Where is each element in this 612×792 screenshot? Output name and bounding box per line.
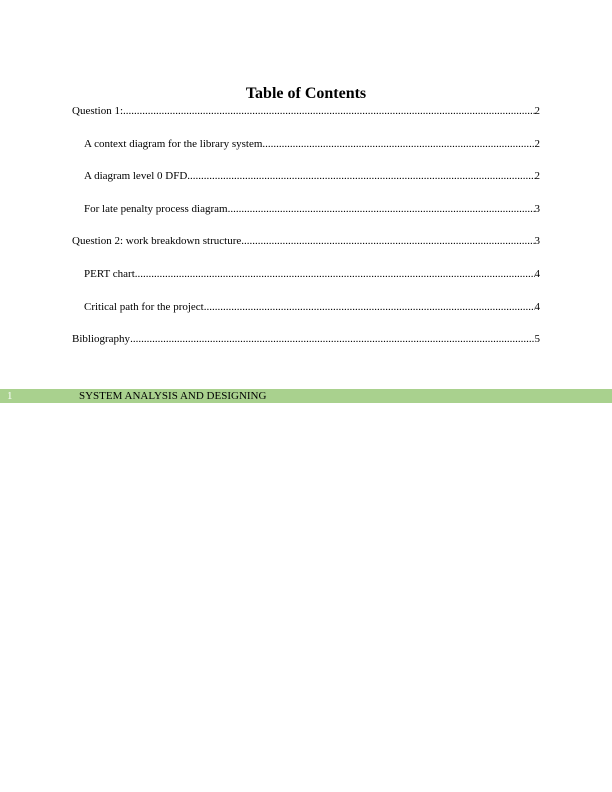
toc-leader-dots <box>228 202 535 216</box>
toc-entry-level-0-dfd[interactable] <box>72 169 540 202</box>
toc-leader-dots <box>123 104 534 118</box>
toc-entry-pert-chart[interactable] <box>72 267 540 300</box>
toc-entry-label: Bibliography <box>72 333 131 346</box>
toc-title: Table of Contents <box>245 85 367 102</box>
toc-entry-label: A context diagram for the library system <box>84 137 263 150</box>
toc-entry-question-1[interactable] <box>72 104 540 137</box>
toc-entry-page: 2 <box>534 170 540 183</box>
toc-entry-label: Question 2: work breakdown structure <box>72 235 242 248</box>
toc-entry-page: 3 <box>534 202 540 215</box>
toc-leader-dots <box>187 169 534 183</box>
toc-leader-dots <box>241 234 534 248</box>
toc-entry-label: A diagram level 0 DFD <box>84 170 188 183</box>
toc-leader-dots <box>262 137 534 151</box>
toc-entry-page: 2 <box>534 105 540 117</box>
header-title: SYSTEM ANALYSIS AND DESIGNING <box>79 390 267 402</box>
toc-entry-page: 5 <box>534 333 540 346</box>
toc-list <box>72 104 540 365</box>
toc-entry-label: PERT chart <box>84 267 135 280</box>
toc-entry-page: 4 <box>534 300 540 313</box>
toc-entry-critical-path[interactable] <box>72 300 540 333</box>
page-header-bar <box>0 389 612 403</box>
toc-leader-dots <box>204 300 535 314</box>
toc-entry-page: 2 <box>534 137 540 150</box>
toc-entry-page: 4 <box>534 267 540 280</box>
toc-entry-context-diagram[interactable] <box>72 137 540 170</box>
header-page-number: 1 <box>7 390 13 402</box>
toc-entry-page: 3 <box>534 235 540 248</box>
toc-entry-label: For late penalty process diagram <box>84 202 228 215</box>
toc-entry-label: Critical path for the project <box>84 300 204 313</box>
toc-entry-late-penalty[interactable] <box>72 202 540 235</box>
toc-entry-label: Question 1: <box>72 105 124 117</box>
toc-leader-dots <box>135 267 535 281</box>
toc-entry-bibliography[interactable] <box>72 332 540 365</box>
toc-leader-dots <box>130 332 534 346</box>
toc-entry-question-2[interactable] <box>72 234 540 267</box>
